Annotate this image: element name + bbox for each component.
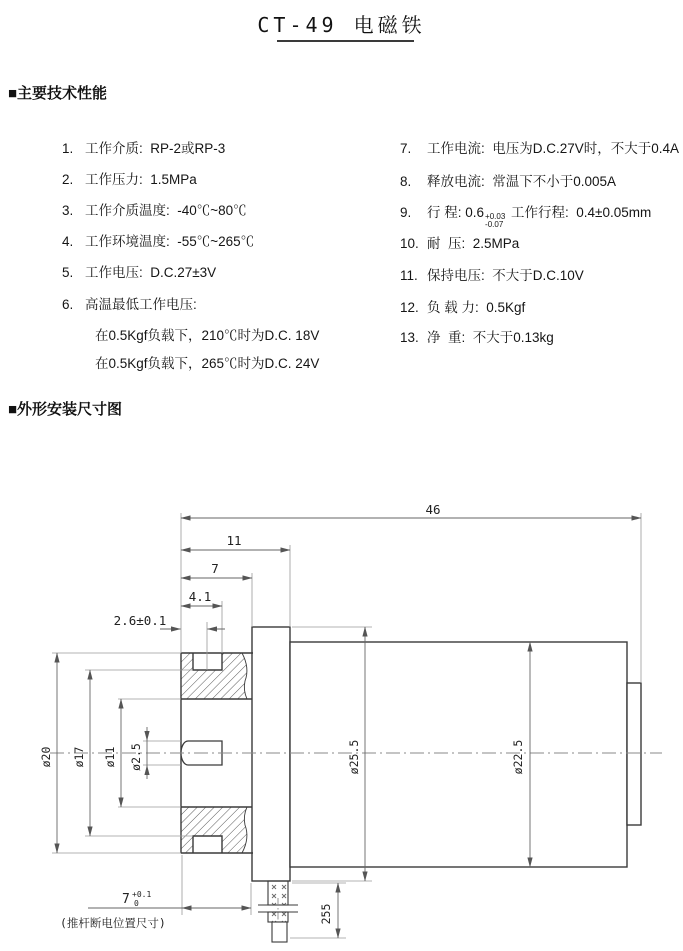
spec-text: 保持电压: 不大于D.C.10V bbox=[427, 268, 584, 283]
tolerance-plus: +0.03 bbox=[485, 212, 506, 221]
spec-text: 耐 压: 2.5MPa bbox=[427, 236, 520, 251]
spec-number: 4. bbox=[62, 234, 74, 249]
spec-number: 2. bbox=[62, 172, 74, 187]
spec-number: 7. bbox=[400, 141, 412, 156]
spec-item-6-sub-1: 在0.5Kgf负载下，210℃时为D.C. 18V bbox=[95, 328, 320, 343]
dim-11-label: 11 bbox=[226, 533, 242, 548]
spec-number: 8. bbox=[400, 174, 412, 189]
dim-255-label: 255 bbox=[319, 903, 333, 925]
spec-number: 10. bbox=[400, 236, 419, 251]
spec-number: 12. bbox=[400, 300, 419, 315]
dim-46-label: 46 bbox=[425, 502, 441, 517]
flange-hatch-upper bbox=[181, 653, 247, 699]
dim-7b-plus: +0.1 bbox=[132, 890, 152, 899]
spec-item-11 bbox=[400, 264, 584, 284]
dim-4-1-label: 4.1 bbox=[188, 589, 212, 604]
spec-number: 9. bbox=[400, 205, 412, 220]
spec-text: 工作介质温度: -40℃~80℃ bbox=[85, 203, 247, 218]
dia-2-5-label: ø2.5 bbox=[129, 743, 143, 771]
mounting-plate bbox=[252, 627, 290, 881]
spec-item-5 bbox=[62, 261, 216, 281]
spec-item-4 bbox=[62, 230, 254, 250]
lead-cable bbox=[258, 881, 298, 942]
spec-item-9 bbox=[400, 201, 651, 228]
dim-7-label: 7 bbox=[211, 561, 219, 576]
dim-2-6-label: 2.6±0.1 bbox=[113, 613, 167, 628]
end-cap bbox=[627, 683, 641, 825]
spec-text: 工作压力: 1.5MPa bbox=[85, 172, 197, 187]
spec-text: 行 程: 0.6 bbox=[427, 205, 485, 220]
spec-item-3 bbox=[62, 199, 247, 219]
specs-section-header: ■主要技术性能 bbox=[8, 85, 108, 102]
dia-17-label: ø17 bbox=[72, 746, 86, 768]
dia-20-label: ø20 bbox=[39, 746, 53, 768]
rod-position-note: (推杆断电位置尺寸) bbox=[60, 916, 166, 930]
page-title: CT-49 电磁铁 bbox=[257, 13, 426, 37]
tolerance-stack bbox=[485, 213, 505, 228]
dia-22-5-label: ø22.5 bbox=[511, 739, 525, 775]
spec-item-6-sub-2: 在0.5Kgf负载下，265℃时为D.C. 24V bbox=[95, 356, 320, 371]
spec-text: 工作电流: 电压为D.C.27V时，不大于0.4A bbox=[427, 141, 680, 156]
spec-item-12 bbox=[400, 296, 525, 316]
flange-hatch-lower bbox=[181, 807, 247, 853]
dia-11-label: ø11 bbox=[103, 746, 117, 768]
dia-25-5-label: ø25.5 bbox=[347, 739, 361, 775]
dim-7b-value: 7 bbox=[122, 892, 130, 907]
spec-text: 工作环境温度: -55℃~265℃ bbox=[85, 234, 255, 249]
spec-item-8 bbox=[400, 170, 616, 190]
dim-7b-minus: 0 bbox=[134, 899, 139, 908]
spec-item-6 bbox=[62, 293, 197, 313]
spec-text: 工作介质: RP-2或RP-3 bbox=[85, 141, 226, 156]
spec-number: 11. bbox=[400, 268, 418, 283]
spec-number: 1. bbox=[62, 141, 74, 156]
spec-text: 工作电压: D.C.27±3V bbox=[85, 265, 217, 280]
title-underline bbox=[277, 40, 414, 42]
spec-number: 13. bbox=[400, 330, 419, 345]
spec-text: 净 重: 不大于0.13kg bbox=[427, 330, 554, 345]
tolerance-minus: -0.07 bbox=[485, 219, 504, 229]
outline-dimension-drawing bbox=[0, 478, 683, 951]
spec-number: 3. bbox=[62, 203, 74, 218]
spec-number: 5. bbox=[62, 265, 74, 280]
spec-number: 6. bbox=[62, 297, 74, 312]
spec-text: 负 载 力: 0.5Kgf bbox=[427, 300, 526, 315]
spec-item-10 bbox=[400, 232, 519, 252]
spec-item-13 bbox=[400, 326, 554, 346]
magnet-body-outline bbox=[252, 627, 641, 881]
cylinder-body bbox=[290, 642, 627, 867]
spec-text: 工作行程: 0.4±0.05mm bbox=[507, 205, 652, 220]
spec-item-2 bbox=[62, 168, 197, 188]
spec-text: 释放电流: 常温下不小于0.005A bbox=[427, 174, 617, 189]
drawing-section-header: ■外形安装尺寸图 bbox=[8, 401, 123, 418]
spec-text: 高温最低工作电压: bbox=[85, 297, 197, 312]
spec-item-7 bbox=[400, 137, 679, 157]
wire-end bbox=[272, 922, 287, 942]
spec-item-1 bbox=[62, 137, 225, 157]
